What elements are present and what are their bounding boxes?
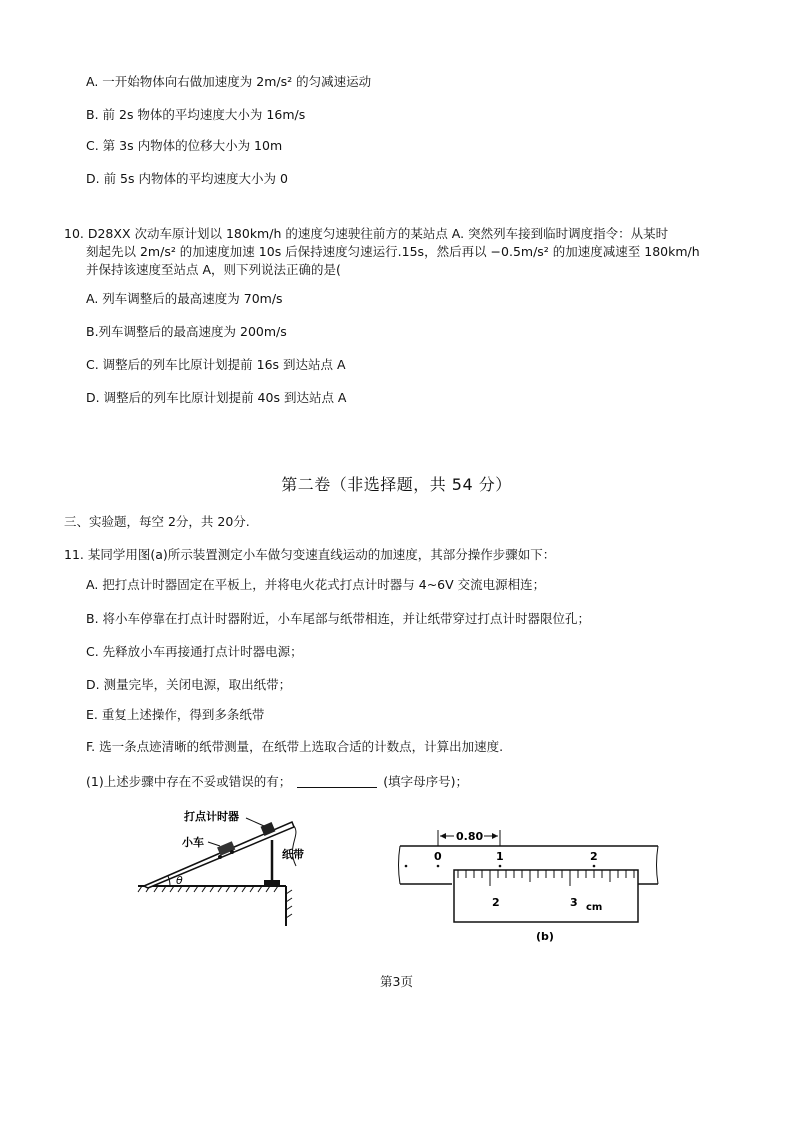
q10-option-c: C. 调整后的列车比原计划提前 16s 到达站点 A xyxy=(86,357,346,372)
q11-stem: 11. 某同学用图(a)所示装置测定小车做匀变速直线运动的加速度，其部分操作步骤如下： xyxy=(64,547,556,562)
q11-sub1-suffix: (填字母序号)； xyxy=(383,774,468,789)
page-number: 第3页 xyxy=(380,974,413,989)
q9-option-a: A. 一开始物体向右做加速度为 2m/s² 的匀减速运动 xyxy=(86,74,372,89)
q11-step-d: D. 测量完毕，关闭电源，取出纸带； xyxy=(86,677,292,692)
q11-sub1-prefix: (1)上述步骤中存在不妥或错误的有； xyxy=(86,774,292,789)
q11-step-b: B. 将小车停靠在打点计时器附近，小车尾部与纸带相连，并让纸带穿过打点计时器限位孔； xyxy=(86,611,591,626)
q11-step-a: A. 把打点计时器固定在平板上，并将电火花式打点计时器与 4~6V 交流电源相连； xyxy=(86,577,546,592)
ruler-unit: cm xyxy=(586,902,603,913)
figure-b-vernier-scale xyxy=(396,826,660,946)
q11-step-c: C. 先释放小车再接通打点计时器电源； xyxy=(86,644,303,659)
q10-stem-line2: 刻起先以 2m/s² 的加速度加速 10s 后保持速度匀速运行.15s，然后再以 −0.5m/s² 的加速度减速至 180km/h xyxy=(86,244,700,259)
distance-label: 0.80 xyxy=(456,830,484,843)
q10-option-d: D. 调整后的列车比原计划提前 40s 到达站点 A xyxy=(86,390,347,405)
tape-label: 纸带 xyxy=(282,848,304,861)
part3-heading: 三、实验题，每空 2分，共 20分. xyxy=(64,514,250,529)
q9-option-c: C. 第 3s 内物体的位移大小为 10m xyxy=(86,138,283,153)
tape-point-1: 1 xyxy=(496,850,504,863)
tape-point-0: 0 xyxy=(434,850,442,863)
tape-point-2: 2 xyxy=(590,850,598,863)
q11-step-f: F. 选一条点迹清晰的纸带测量，在纸带上选取合适的计数点，计算出加速度. xyxy=(86,739,504,754)
figure-b-caption: (b) xyxy=(536,930,554,943)
theta-label: θ xyxy=(176,874,183,887)
q11-subquestion-1 xyxy=(86,774,468,790)
q11-step-e: E. 重复上述操作，得到多条纸带 xyxy=(86,707,265,722)
section-title: 第二卷（非选择题，共 54 分） xyxy=(281,475,512,494)
ruler-label-2: 2 xyxy=(492,896,500,909)
q9-option-b: B. 前 2s 物体的平均速度大小为 16m/s xyxy=(86,107,306,122)
figure-a-incline-apparatus xyxy=(136,806,306,928)
q10-stem-line3: 并保持该速度至站点 A，则下列说法正确的是( xyxy=(86,262,341,277)
q10-stem-line1: 10. D28XX 次动车原计划以 180km/h 的速度匀速驶往前方的某站点 A. 突然列车接到临时调度指令：从某时 xyxy=(64,226,669,241)
q10-option-a: A. 列车调整后的最高速度为 70m/s xyxy=(86,291,283,306)
q9-option-d: D. 前 5s 内物体的平均速度大小为 0 xyxy=(86,171,288,186)
timer-label: 打点计时器 xyxy=(184,810,239,823)
q10-option-b: B.列车调整后的最高速度为 200m/s xyxy=(86,324,287,339)
car-label: 小车 xyxy=(182,836,204,849)
answer-blank[interactable] xyxy=(297,775,377,788)
ruler-label-3: 3 xyxy=(570,896,578,909)
